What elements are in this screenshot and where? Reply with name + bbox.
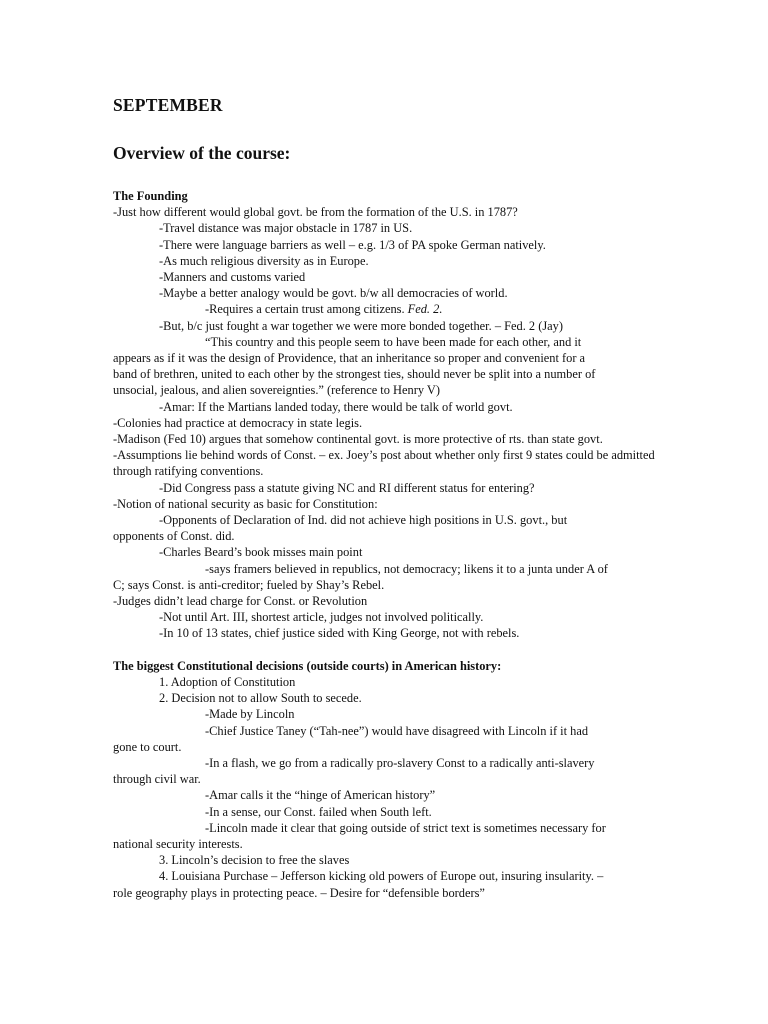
- citation-text: Fed. 2.: [407, 302, 443, 317]
- month-heading: SEPTEMBER: [113, 95, 223, 115]
- note-line: -Assumptions lie behind words of Const. – ex. Joey’s post about whether only first 9 states could be admitted through ratifying conventions.: [113, 448, 655, 479]
- note-line: -In a flash, we go from a radically pro-slavery Const to a radically anti-slavery: [205, 755, 595, 770]
- section-heading-decisions: The biggest Constitutional decisions (outside courts) in American history:: [113, 658, 502, 673]
- quote-line: unsocial, jealous, and alien sovereignties.” (reference to Henry V): [113, 383, 440, 398]
- list-item: 2. Decision not to allow South to secede.: [159, 691, 362, 706]
- note-line: opponents of Const. did.: [113, 529, 235, 544]
- note-line: -Notion of national security as basic for Constitution:: [113, 496, 378, 511]
- note-text: -Requires a certain trust among citizens.: [205, 302, 405, 317]
- note-line: national security interests.: [113, 836, 243, 851]
- note-line: -Judges didn’t lead charge for Const. or Revolution: [113, 594, 368, 609]
- note-line: -But, b/c just fought a war together we were more bonded together. – Fed. 2 (Jay): [159, 318, 563, 333]
- note-line: -Amar: If the Martians landed today, there would be talk of world govt.: [159, 399, 513, 414]
- note-line: -As much religious diversity as in Europe.: [159, 253, 369, 268]
- note-line: -There were language barriers as well – e.g. 1/3 of PA spoke German natively.: [159, 237, 546, 252]
- note-line: -Manners and customs varied: [159, 270, 306, 285]
- note-line: -Colonies had practice at democracy in state legis.: [113, 415, 363, 430]
- overview-heading: Overview of the course:: [113, 143, 291, 163]
- note-line: -Just how different would global govt. be from the formation of the U.S. in 1787?: [113, 205, 518, 220]
- note-line: -Not until Art. III, shortest article, judges not involved politically.: [159, 610, 484, 625]
- note-line: -says framers believed in republics, not democracy; likens it to a junta under A of: [205, 561, 608, 576]
- note-line: -In 10 of 13 states, chief justice sided with King George, not with rebels.: [159, 626, 520, 641]
- section-heading-founding: The Founding: [113, 189, 188, 203]
- note-line: role geography plays in protecting peace. – Desire for “defensible borders”: [113, 885, 485, 900]
- quote-line: band of brethren, united to each other by the strongest ties, should never be split into a number of: [113, 367, 596, 382]
- note-line: -Chief Justice Taney (“Tah-nee”) would have disagreed with Lincoln if it had: [205, 723, 589, 738]
- note-line: -Travel distance was major obstacle in 1787 in US.: [159, 221, 413, 236]
- note-line: [113, 301, 658, 317]
- note-line: -Charles Beard’s book misses main point: [159, 545, 363, 560]
- note-line: through civil war.: [113, 772, 201, 787]
- list-item: 4. Louisiana Purchase – Jefferson kicking old powers of Europe out, insuring insularity. –: [159, 869, 604, 884]
- section-spacer: [113, 642, 658, 658]
- note-line: -Lincoln made it clear that going outside of strict text is sometimes necessary for: [205, 820, 606, 835]
- note-line: -Opponents of Declaration of Ind. did not achieve high positions in U.S. govt., but: [159, 513, 568, 528]
- note-line: -Madison (Fed 10) argues that somehow continental govt. is more protective of rts. than state govt.: [113, 432, 603, 447]
- note-line: gone to court.: [113, 739, 182, 754]
- note-line: -In a sense, our Const. failed when South left.: [205, 804, 432, 819]
- note-line: -Maybe a better analogy would be govt. b/w all democracies of world.: [159, 286, 508, 301]
- note-line: -Did Congress pass a statute giving NC and RI different status for entering?: [159, 480, 535, 495]
- list-item: 1. Adoption of Constitution: [159, 674, 296, 689]
- list-item: 3. Lincoln’s decision to free the slaves: [159, 853, 350, 868]
- note-line: -Amar calls it the “hinge of American history”: [205, 788, 436, 803]
- note-line: -Made by Lincoln: [205, 707, 295, 722]
- quote-line: “This country and this people seem to have been made for each other, and it: [205, 334, 582, 349]
- quote-line: appears as if it was the design of Providence, that an inheritance so proper and convenient for a: [113, 351, 586, 366]
- notes-body: [113, 188, 658, 901]
- note-line: C; says Const. is anti-creditor; fueled by Shay’s Rebel.: [113, 577, 385, 592]
